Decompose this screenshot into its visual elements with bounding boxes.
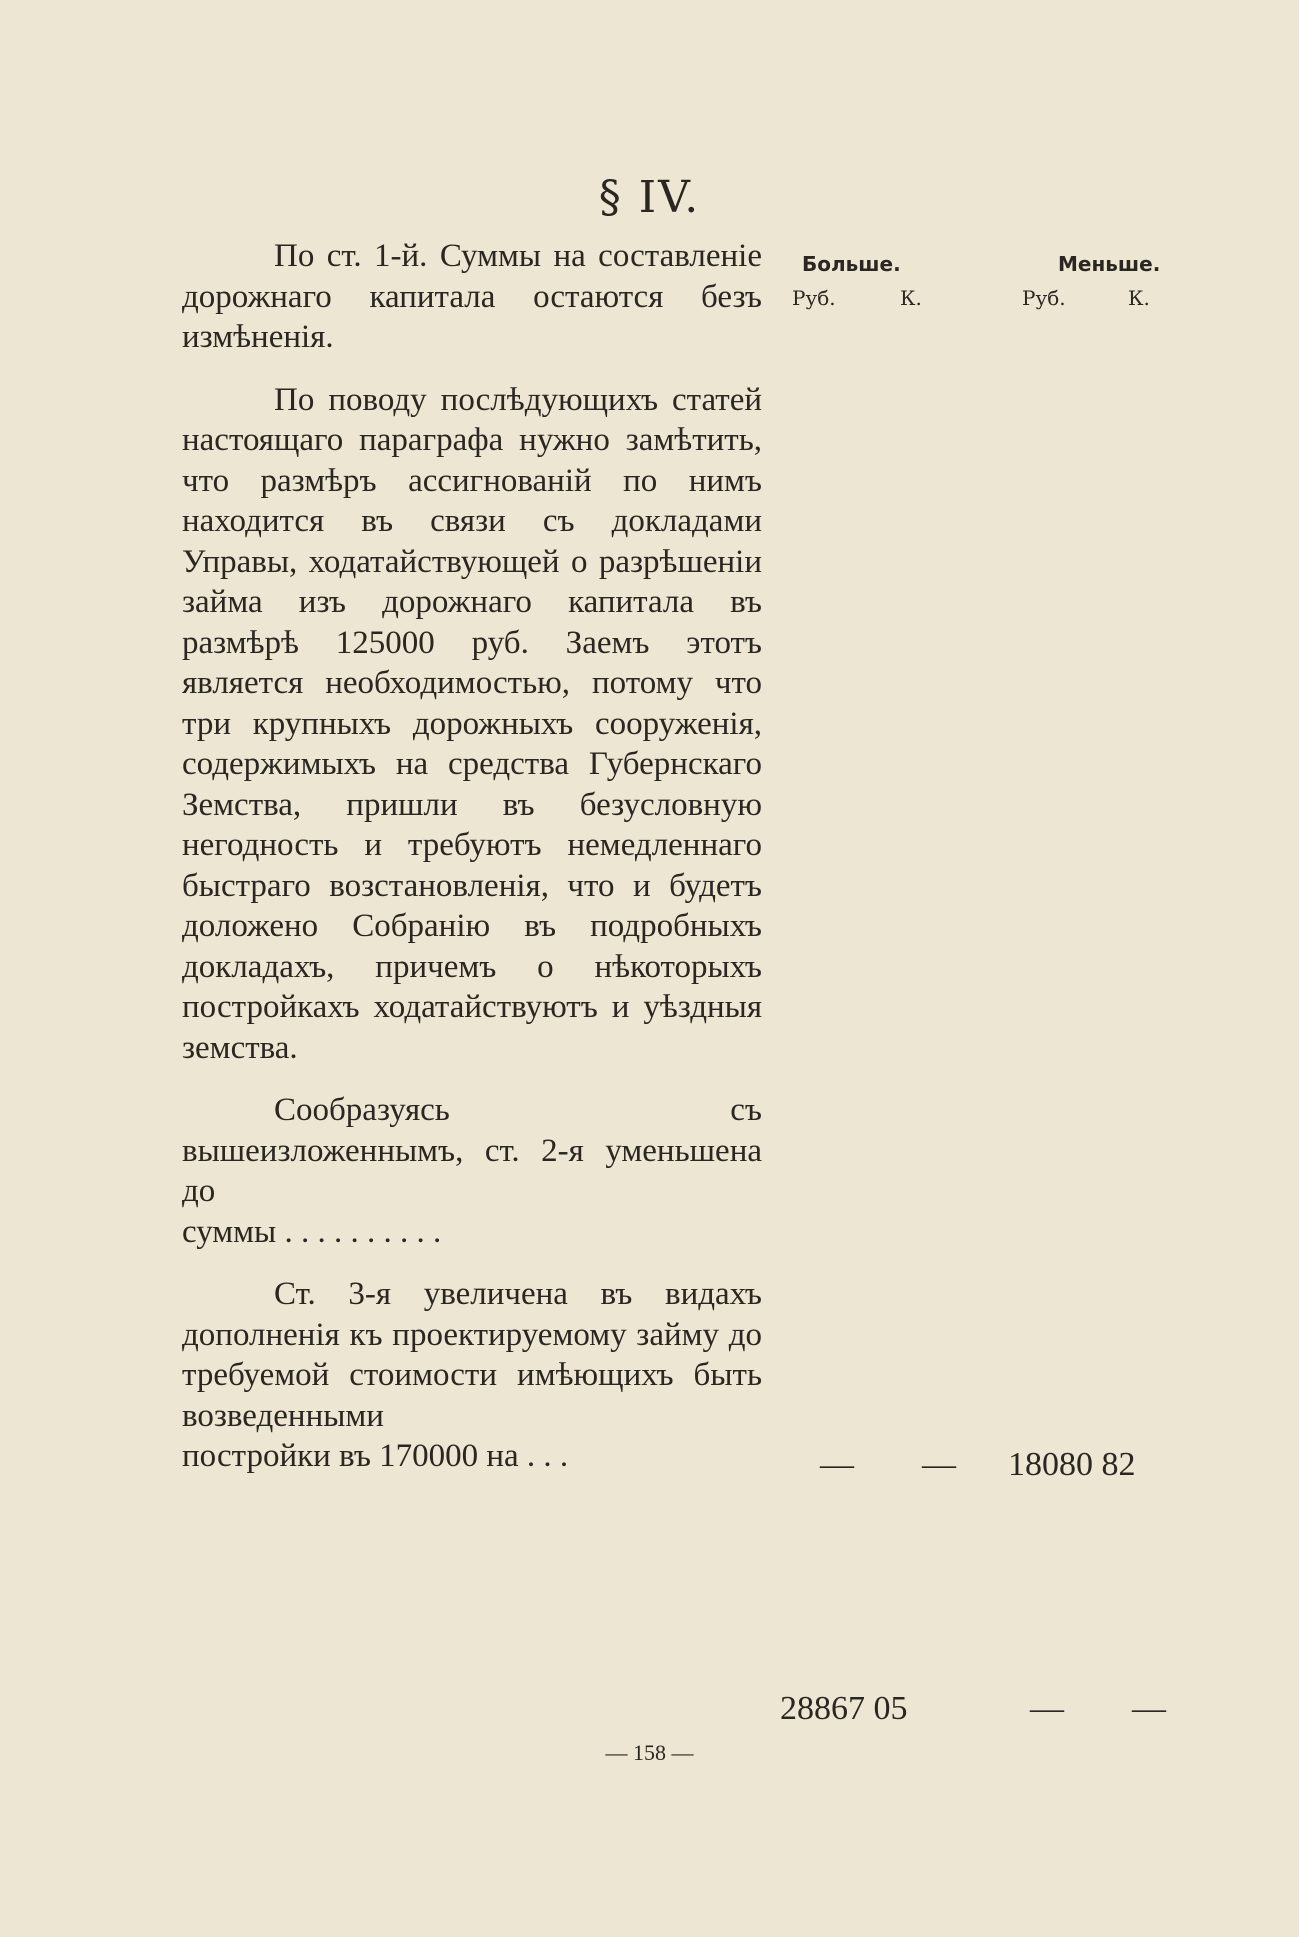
column-less-kop: К. [1128,286,1150,310]
paragraph-loan: По поводу послѣдующихъ статей настоящаго параграфа нужно замѣтить, что размѣръ ассигнованій по нимъ находится въ связи съ докладами Управы, ходатайствующей о разрѣшеніи займа изъ дорожнаго капитала въ размѣрѣ 125000 руб. Заемъ этотъ является необходимостью, потому что три крупныхъ дорожныхъ сооруженія, содержимыхъ на средства Губернскаго Земства, пришли въ безусловную негодность и требуютъ немедленнаго быстраго возстановленія, что и будетъ доложено Собранію въ подробныхъ докладахъ, причемъ о нѣкоторыхъ постройкахъ ходатайствуютъ и уѣздныя земства. [182,381,762,1066]
body-text [182,236,762,1477]
row2-less-kop: — [1132,1690,1166,1727]
column-less-rub: Руб. [1022,286,1066,310]
paragraph-article-2: Сообразуясь съ вышеизложеннымъ, ст. 2-я уменьшена до [182,1092,762,1209]
page-number: — 158 — [605,1740,694,1765]
row2-less-rub: — [1030,1690,1064,1727]
column-more-rub: Руб. [792,286,836,310]
paragraph-article-1: По ст. 1-й. Суммы на составленіе дорожнаго капитала остаются безъ измѣненія. [182,238,762,355]
column-more-heading: Больше. [802,252,901,276]
row1-more-kop: — [922,1446,956,1483]
row2-more-amount: 28867 05 [780,1690,908,1727]
row1-more-rub: — [820,1446,854,1483]
paragraph-article-2-sum: суммы . . . . . . . . . . [182,1213,442,1250]
paragraph-article-3: Ст. 3-я увеличена въ видахъ дополненія къ проектируемому займу до требуемой стоимости имѣющихъ быть возведенными [182,1276,762,1434]
column-less-heading: Меньше. [1058,252,1161,276]
column-more-kop: К. [900,286,922,310]
row1-less-amount: 18080 82 [1008,1446,1136,1483]
section-heading: § IV. [598,172,701,223]
paragraph-article-3-sum: постройки въ 170000 на . . . [182,1438,569,1474]
